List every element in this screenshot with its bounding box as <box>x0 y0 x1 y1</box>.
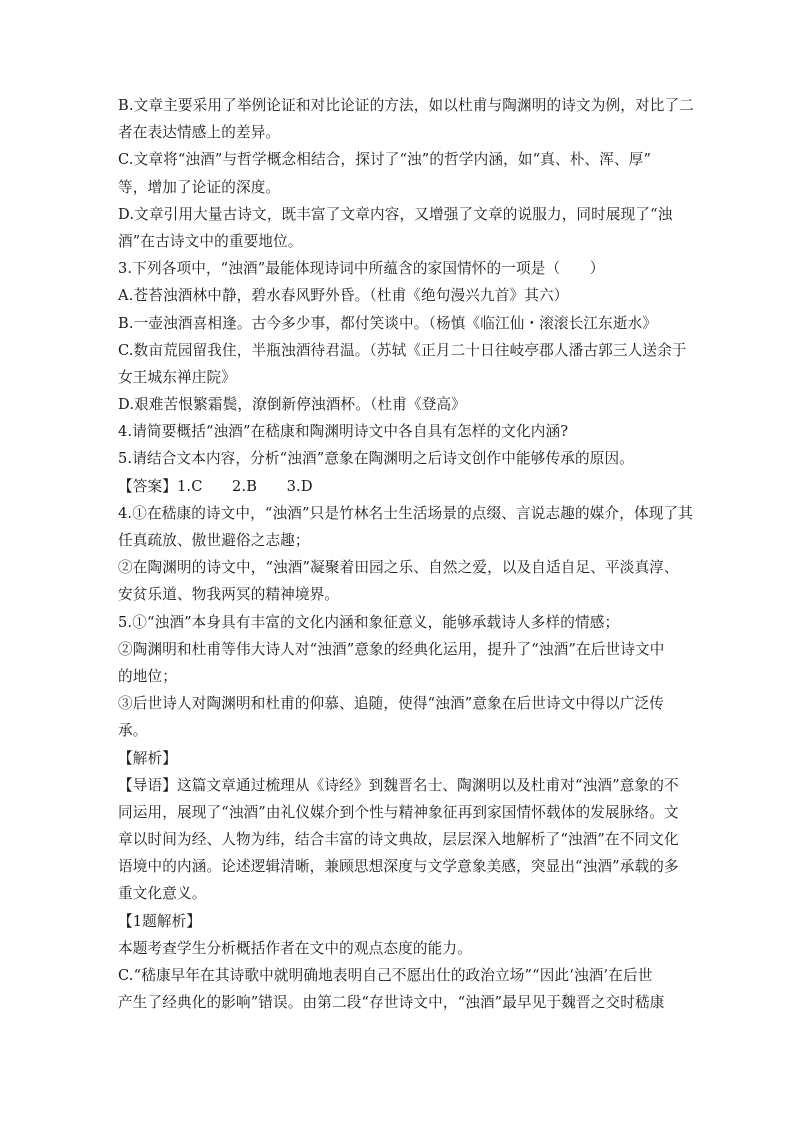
text-line: C.文章将“浊酒”与哲学概念相结合，探讨了“浊”的哲学内涵，如“真、朴、浑、厚” <box>118 151 652 169</box>
document-page <box>118 92 694 1016</box>
text-line: 产生了经典化的影响”错误。由第二段“存世诗文中，“浊酒”最早见于魏晋之交时嵇康 <box>118 994 665 1012</box>
option-b: B.一壶浊酒喜相逢。古今多少事，都付笑谈中。（杨慎《临江仙・滚滚长江东逝水》 <box>118 314 658 332</box>
text-line: 的地位； <box>118 667 177 685</box>
text-line: 任真疏放、傲世避俗之志趣； <box>118 532 310 549</box>
question-5: 5.请结合文本内容，分析“浊酒”意象在陶渊明之后诗文创作中能够传承的原因。 <box>118 450 634 468</box>
text-line: 女王城东禅庄院》 <box>118 368 236 386</box>
text-line: 【导语】这篇文章通过梳理从《诗经》到魏晋名士、陶渊明以及杜甫对“浊酒”意象的不 <box>118 776 679 794</box>
answer-heading: 【答案】1.C 2.B 3.D <box>118 477 313 495</box>
option-c: C.数亩荒园留我住，半瓶浊酒待君温。（苏轼《正月二十日往岐亭郡人潘古郭三人送余于 <box>118 341 687 359</box>
text-line: D.文章引用大量古诗文，既丰富了文章内容，又增强了文章的说服力，同时展现了“浊 <box>118 205 673 223</box>
text-line: ②陶渊明和杜甫等伟大诗人对“浊酒”意象的经典化运用，提升了“浊酒”在后世诗文中 <box>118 640 665 658</box>
text-line: 5.①“浊酒”本身具有丰富的文化内涵和象征意义，能够承载诗人多样的情感； <box>118 613 620 631</box>
text-line: 章以时间为经、人物为纬，结合丰富的诗文典故，层层深入地解析了“浊酒”在不同文化 <box>118 831 679 849</box>
analysis-heading: 【解析】 <box>118 749 177 767</box>
text-line: 4.①在嵇康的诗文中，“浊酒”只是竹林名士生活场景的点缀、言说志趣的媒介，体现了其 <box>118 504 693 522</box>
q1-analysis-heading: 【1题解析】 <box>118 912 202 930</box>
text-line: 等，增加了论证的深度。 <box>118 178 281 196</box>
text-line: 同运用，展现了“浊酒”由礼仪媒介到个性与精神象征再到家国情怀载体的发展脉络。文 <box>118 803 679 821</box>
text-line: 者在表达情感上的差异。 <box>118 124 281 142</box>
text-line: 语境中的内涵。论述逻辑清晰，兼顾思想深度与文学意象美感，突显出“浊酒”承载的多 <box>118 858 679 876</box>
text-line: B.文章主要采用了举例论证和对比论证的方法，如以杜甫与陶渊明的诗文为例，对比了二 <box>118 97 694 114</box>
question-4: 4.请简要概括“浊酒”在嵇康和陶渊明诗文中各自具有怎样的文化内涵? <box>118 423 569 441</box>
question-3: 3.下列各项中，“浊酒”最能体现诗词中所蕴含的家国情怀的一项是（ ） <box>118 260 605 278</box>
text-line: ②在陶渊明的诗文中，“浊酒”凝聚着田园之乐、自然之爱，以及自适自足、平淡真淳、 <box>118 559 679 577</box>
text-line: 重文化意义。 <box>118 885 207 903</box>
text-line: ③后世诗人对陶渊明和杜甫的仰慕、追随，使得“浊酒”意象在后世诗文中得以广泛传 <box>118 695 664 713</box>
text-line: 酒”在古诗文中的重要地位。 <box>118 232 303 250</box>
text-line: 承。 <box>118 722 148 740</box>
text-line: 本题考查学生分析概括作者在文中的观点态度的能力。 <box>118 939 472 957</box>
text-line: 安贫乐道、物我两冥的精神境界。 <box>118 586 340 604</box>
text-line: C.“嵇康早年在其诗歌中就明确地表明自己不愿出仕的政治立场”“因此‘浊酒’在后世 <box>118 967 653 984</box>
option-a: A.苍苔浊酒林中静，碧水春风野外昏。（杜甫《绝句漫兴九首》其六） <box>118 287 569 305</box>
option-d: D.艰难苦恨繁霜鬓，潦倒新停浊酒杯。（杜甫《登高》 <box>118 396 466 414</box>
